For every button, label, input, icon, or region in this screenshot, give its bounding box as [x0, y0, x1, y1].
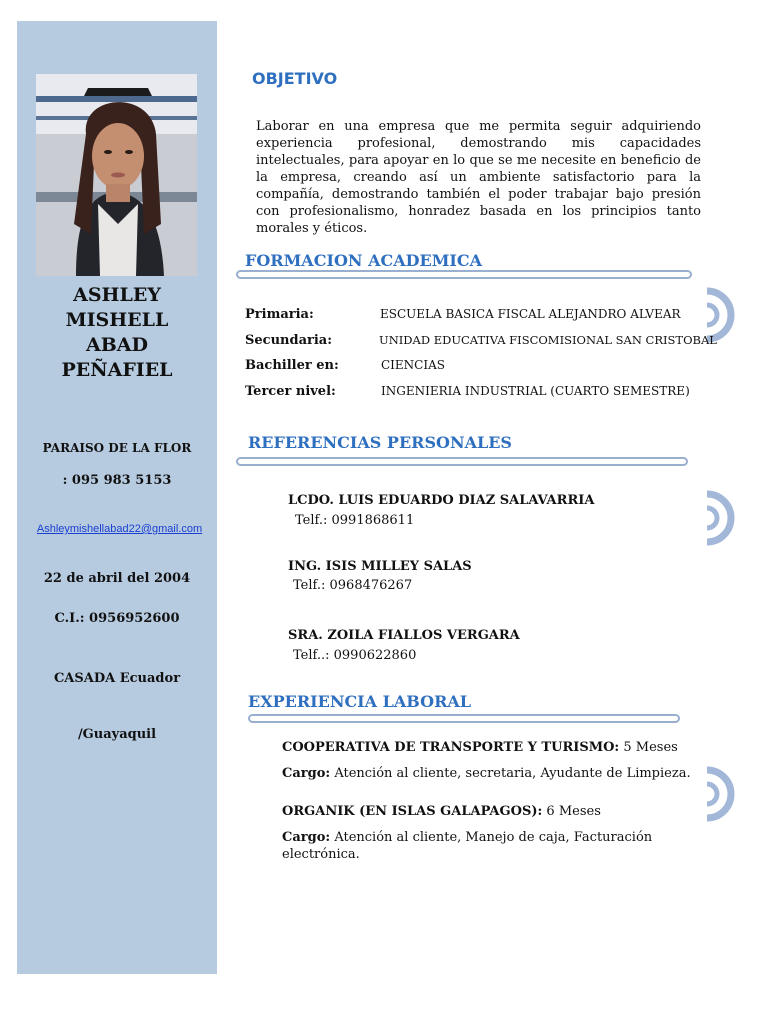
reference-name: LCDO. LUIS EDUARDO DIAZ SALAVARRIA	[288, 493, 595, 508]
email-link[interactable]: Ashleymishellabad22@gmail.com	[36, 523, 203, 535]
profile-photo	[36, 74, 197, 276]
job-duration: 5 Meses	[623, 740, 678, 755]
reference-phone: Telf..: 0990622860	[293, 648, 417, 663]
decorative-arc-icon	[701, 490, 745, 546]
education-label: Primaria:	[245, 307, 314, 322]
section-divider	[236, 270, 692, 279]
reference-phone: Telf.: 0991868611	[295, 513, 415, 528]
education-value: UNIDAD EDUCATIVA FISCOMISIONAL SAN CRISTOBAL	[379, 333, 717, 347]
job-company: COOPERATIVA DE TRANSPORTE Y TURISMO:	[282, 740, 620, 755]
objective-title: OBJETIVO	[252, 69, 338, 88]
education-value: INGENIERIA INDUSTRIAL (CUARTO SEMESTRE)	[381, 384, 690, 398]
name-line: ASHLEY	[73, 284, 161, 306]
reference-name: ING. ISIS MILLEY SALAS	[288, 559, 472, 574]
education-label: Secundaria:	[245, 333, 333, 348]
name-line: ABAD	[85, 334, 149, 356]
city: /Guayaquil	[77, 727, 157, 742]
education-value: ESCUELA BASICA FISCAL ALEJANDRO ALVEAR	[380, 307, 681, 321]
job-role-label: Cargo:	[282, 830, 331, 845]
phone: : 095 983 5153	[62, 473, 172, 488]
job-company-line	[282, 739, 702, 756]
reference-phone: Telf.: 0968476267	[293, 578, 413, 593]
job-role-line	[282, 829, 702, 863]
job-role-line	[282, 765, 702, 782]
name-line: PEÑAFIEL	[61, 359, 173, 381]
marital-status-country: CASADA Ecuador	[53, 671, 181, 686]
address: PARAISO DE LA FLOR	[42, 441, 192, 455]
experience-title: EXPERIENCIA LABORAL	[248, 692, 472, 711]
job-duration: 6 Meses	[546, 804, 601, 819]
education-label: Tercer nivel:	[245, 384, 336, 399]
decorative-arc-icon	[701, 766, 745, 822]
full-name	[17, 283, 217, 383]
name-line: MISHELL	[65, 309, 169, 331]
education-label: Bachiller en:	[245, 358, 339, 373]
job-role-label: Cargo:	[282, 766, 331, 781]
reference-name: SRA. ZOILA FIALLOS VERGARA	[288, 628, 520, 643]
objective-text: Laborar en una empresa que me permita seguir adquiriendo experiencia profesional, demostrando mis capacidades intelectuales, para apoyar en lo que se me necesite en beneficio de la empresa, creando así un ambiente satisfactorio para la compañía, demostrando también el poder trabajar bajo presión con profesionalismo, honradez basada en los principios tanto morales y éticos.	[256, 119, 701, 236]
job-company: ORGANIK (EN ISLAS GALAPAGOS):	[282, 804, 543, 819]
job-role: Atención al cliente, secretaria, Ayudante de Limpieza.	[334, 766, 691, 781]
references-title: REFERENCIAS PERSONALES	[248, 433, 512, 452]
job-company-line	[282, 803, 702, 820]
birthdate: 22 de abril del 2004	[43, 571, 191, 586]
section-divider	[236, 457, 688, 466]
section-divider	[248, 714, 680, 723]
id-number: C.I.: 0956952600	[54, 611, 180, 626]
education-title: FORMACION ACADEMICA	[245, 251, 483, 270]
job-role: Atención al cliente, Manejo de caja, Facturación electrónica.	[282, 830, 653, 862]
education-value: CIENCIAS	[381, 358, 445, 372]
